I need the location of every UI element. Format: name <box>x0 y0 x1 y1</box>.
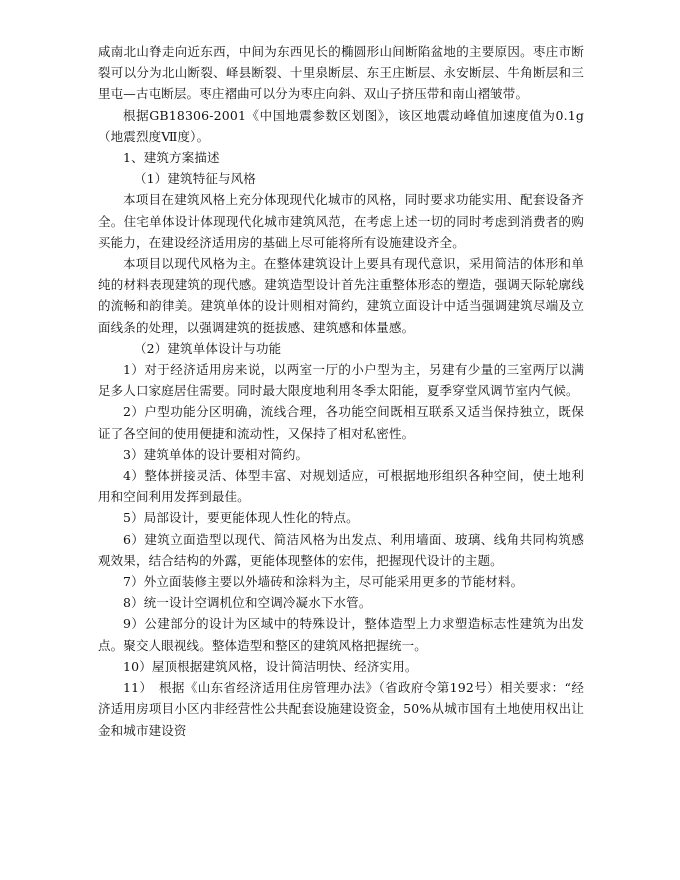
paragraph-fault-structure: 咸南北山脊走向近东西，中间为东西见长的椭圆形山间断陷盆地的主要原因。枣庄市断裂可以分为北山断裂、峄县断裂、十里泉断层、东王庄断层、永安断层、牛角断层和三里屯—古屯断层。枣庄褶曲可以分为枣庄向斜、双山子挤压带和南山褶皱带。 <box>98 44 584 102</box>
list-item: 8）统一设计空调机位和空调冷凝水下水管。 <box>123 595 372 611</box>
list-item: 3）建筑单体的设计要相对简约。 <box>123 446 309 462</box>
document-body <box>98 41 584 741</box>
list-item: 5）局部设计，要更能体现人性化的特点。 <box>123 510 359 526</box>
list-item: 9）公建部分的设计为区域中的特殊设计，整体造型上力求塑造标志性建筑为出发点。聚交人眼视线。整体造型和整区的建筑风格把握统一。 <box>98 616 584 653</box>
list-item: 7）外立面装修主要以外墙砖和涂料为主，尽可能采用更多的节能材料。 <box>123 574 524 590</box>
paragraph-seismic-zoning: 根据GB18306-2001《中国地震参数区划图》，该区地震动峰值加速度值为0.1g（地震烈度Ⅶ度）。 <box>98 107 584 144</box>
subsection-heading: （1）建筑特征与风格 <box>134 171 256 187</box>
list-item: 1）对于经济适用房来说，以两室一厅的小户型为主，另建有少量的三室两厅以满足多人口家庭居住需要。同时最大限度地利用冬季太阳能，夏季穿堂风调节室内气候。 <box>98 362 584 399</box>
subsection-heading: （2）建筑单体设计与功能 <box>134 340 282 356</box>
section-heading: 1、建筑方案描述 <box>123 150 220 166</box>
list-item: 11） 根据《山东省经济适用住房管理办法》（省政府令第192号）相关要求：“经济适用房项目小区内非经营性公共配套设施建设资金，50%从城市国有土地使用权出让金和城市建设资 <box>98 680 584 738</box>
list-item: 4）整体拼接灵活、体型丰富、对规划适应，可根据地形组织各种空间，使土地利用和空间利用发挥到最佳。 <box>98 468 584 505</box>
paragraph-modern-style: 本项目以现代风格为主。在整体建筑设计上要具有现代意识，采用简洁的体形和单纯的材料表现建筑的现代感。建筑造型设计首先注重整体形态的塑造，强调天际轮廓线的流畅和韵律美。建筑单体的设计则相对简约，建筑立面设计中适当强调建筑尽端及立面线条的处理，以强调建筑的挺拔感、建筑感和体量感。 <box>98 256 584 335</box>
list-item: 6）建筑立面造型以现代、简洁风格为出发点、利用墙面、玻璃、线角共同构筑感观效果，结合结构的外露，更能体现整体的宏伟，把握现代设计的主题。 <box>98 531 584 568</box>
list-item: 10）屋顶根据建筑风格，设计简洁明快、经济实用。 <box>123 658 418 674</box>
paragraph-style-intro: 本项目在建筑风格上充分体现现代化城市的风格，同时要求功能实用、配套设备齐全。住宅单体设计体现现代化城市建筑风范，在考虑上述一切的同时考虑到消费者的购买能力，在建设经济适用房的基础上尽可能将所有设施建设齐全。 <box>98 192 584 250</box>
list-item: 2）户型功能分区明确，流线合理，各功能空间既相互联系又适当保持独立，既保证了各空间的使用便捷和流动性，又保持了相对私密性。 <box>98 404 584 441</box>
